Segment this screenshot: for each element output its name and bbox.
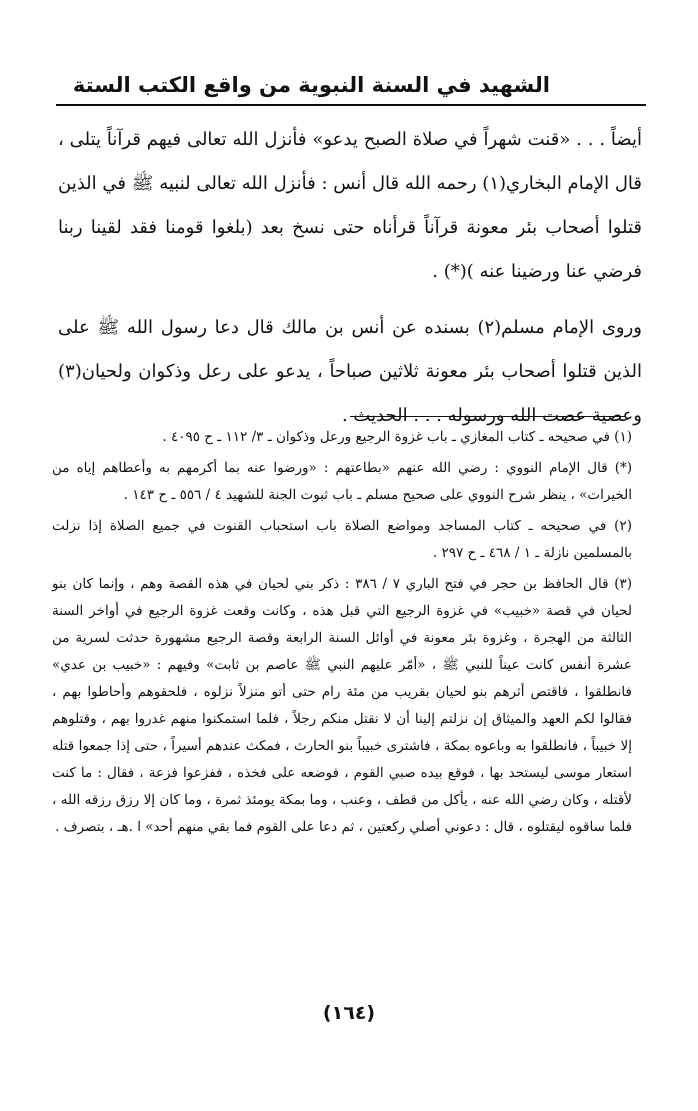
main-body — [58, 118, 642, 438]
footnote-2: (٢) في صحيحه ـ كتاب المساجد ومواضع الصلاة باب استحباب القنوت في جميع الصلاة إذا نزلت بالمسلمين نازلة ـ ١ / ٤٦٨ ـ ح ٢٩٧ . — [52, 518, 632, 561]
body-paragraph-2: وروى الإمام مسلم(٢) بسنده عن أنس بن مالك قال دعا رسول الله ﷺ على الذين قتلوا أصحاب بئر معونة ثلاثين صباحاً ، يدعو على رعل وذكوان ولحيان(٣) وعصية عصت الله ورسوله . . . الحديث . — [58, 317, 642, 426]
body-paragraph-1: أيضاً . . . «قنت شهراً في صلاة الصبح يدعو» فأنزل الله تعالى فيهم قرآناً يتلى ، قال الإمام البخاري(١) رحمه الله قال أنس : فأنزل الله تعالى لنبيه ﷺ في الذين قتلوا أصحاب بئر معونة قرآناً قرأناه حتى نسخ بعد (بلغوا قومنا فقد لقينا ربنا فرضي عنا ورضينا عنه )(*) . — [58, 129, 643, 282]
footnote-3: (٣) قال الحافظ بن حجر في فتح الباري ٧ / ٣٨٦ : ذكر بني لحيان في هذه القصة وهم ، وإنما كان بنو لحيان في قصة «خبيب» في غزوة الرجيع التي قبل هذه ، وكانت وقعت غزوة الرجيع في أواخر السنة الثالثة من الهجرة ، وغزوة بئر معونة في أوائل السنة الرابعة وقصة الرجيع مشهورة حدثت لسرية من عشرة أنفس كانت عيناً للنبي ﷺ ، «أمّر عليهم النبي ﷺ عاصم بن ثابت» وفيهم : «خبيب بن عدي» فانطلقوا ، فاقتص أثرهم بنو لحيان بقريب من مئة رام حتى أتو منزلاً نزلوه ، فلحقوهم وأحاطوا بهم ، فقالوا لكم العهد والميثاق إن نزلتم إلينا أن لا نقتل منكم رجلاً ، فلما استمكنوا منهم غدروا بهم ، وقتلوهم إلا خبيباً ، فانطلقوا به وباعوه بمكة ، فاشترى خبيباً بنو الحارث ، فمكث عندهم أسيراً ، حتى إذا جمعوا قتله استعار موسى ليستحد بها ، فوقع بيده صبي القوم ، فوضعه على فخذه ، ففزعوا فزعة ، فقال : ما كنت لأقتله ، وكان رضي الله عنه ، يأكل من قطف ، وعنب ، وما بمكة يومئذ ثمرة ، وما كان إلا رزق رزقه الله ، فلما ساقوه ليقتلوه ، قال : دعوني أصلي ركعتين ، ثم دعا على القوم فما بقي منهم أحد» ا .هـ ، بتصرف . — [52, 576, 633, 835]
header-divider — [56, 104, 646, 106]
footnote-1: (١) في صحيحه ـ كتاب المغازي ـ باب غزوة الرجيع ورعل وذكوان ـ ٣/ ١١٢ ـ ح ٤٠٩٥ . — [162, 429, 632, 445]
footnotes — [52, 424, 632, 845]
running-header: الشهيد في السنة النبوية من واقع الكتب الستة — [72, 73, 550, 97]
footnote-star: (*) قال الإمام النووي : رضي الله عنهم «بطاعتهم : «ورضوا عنه بما أكرمهم به وأعطاهم إياه من الخيرات» ، ينظر شرح النووي على صحيح مسلم ـ باب ثبوت الجنة للشهيد ٤ / ٥٥٦ ـ ح ١٤٣ . — [52, 460, 632, 503]
footnote-divider — [350, 416, 625, 417]
page-number: (١٦٤) — [322, 1002, 376, 1024]
